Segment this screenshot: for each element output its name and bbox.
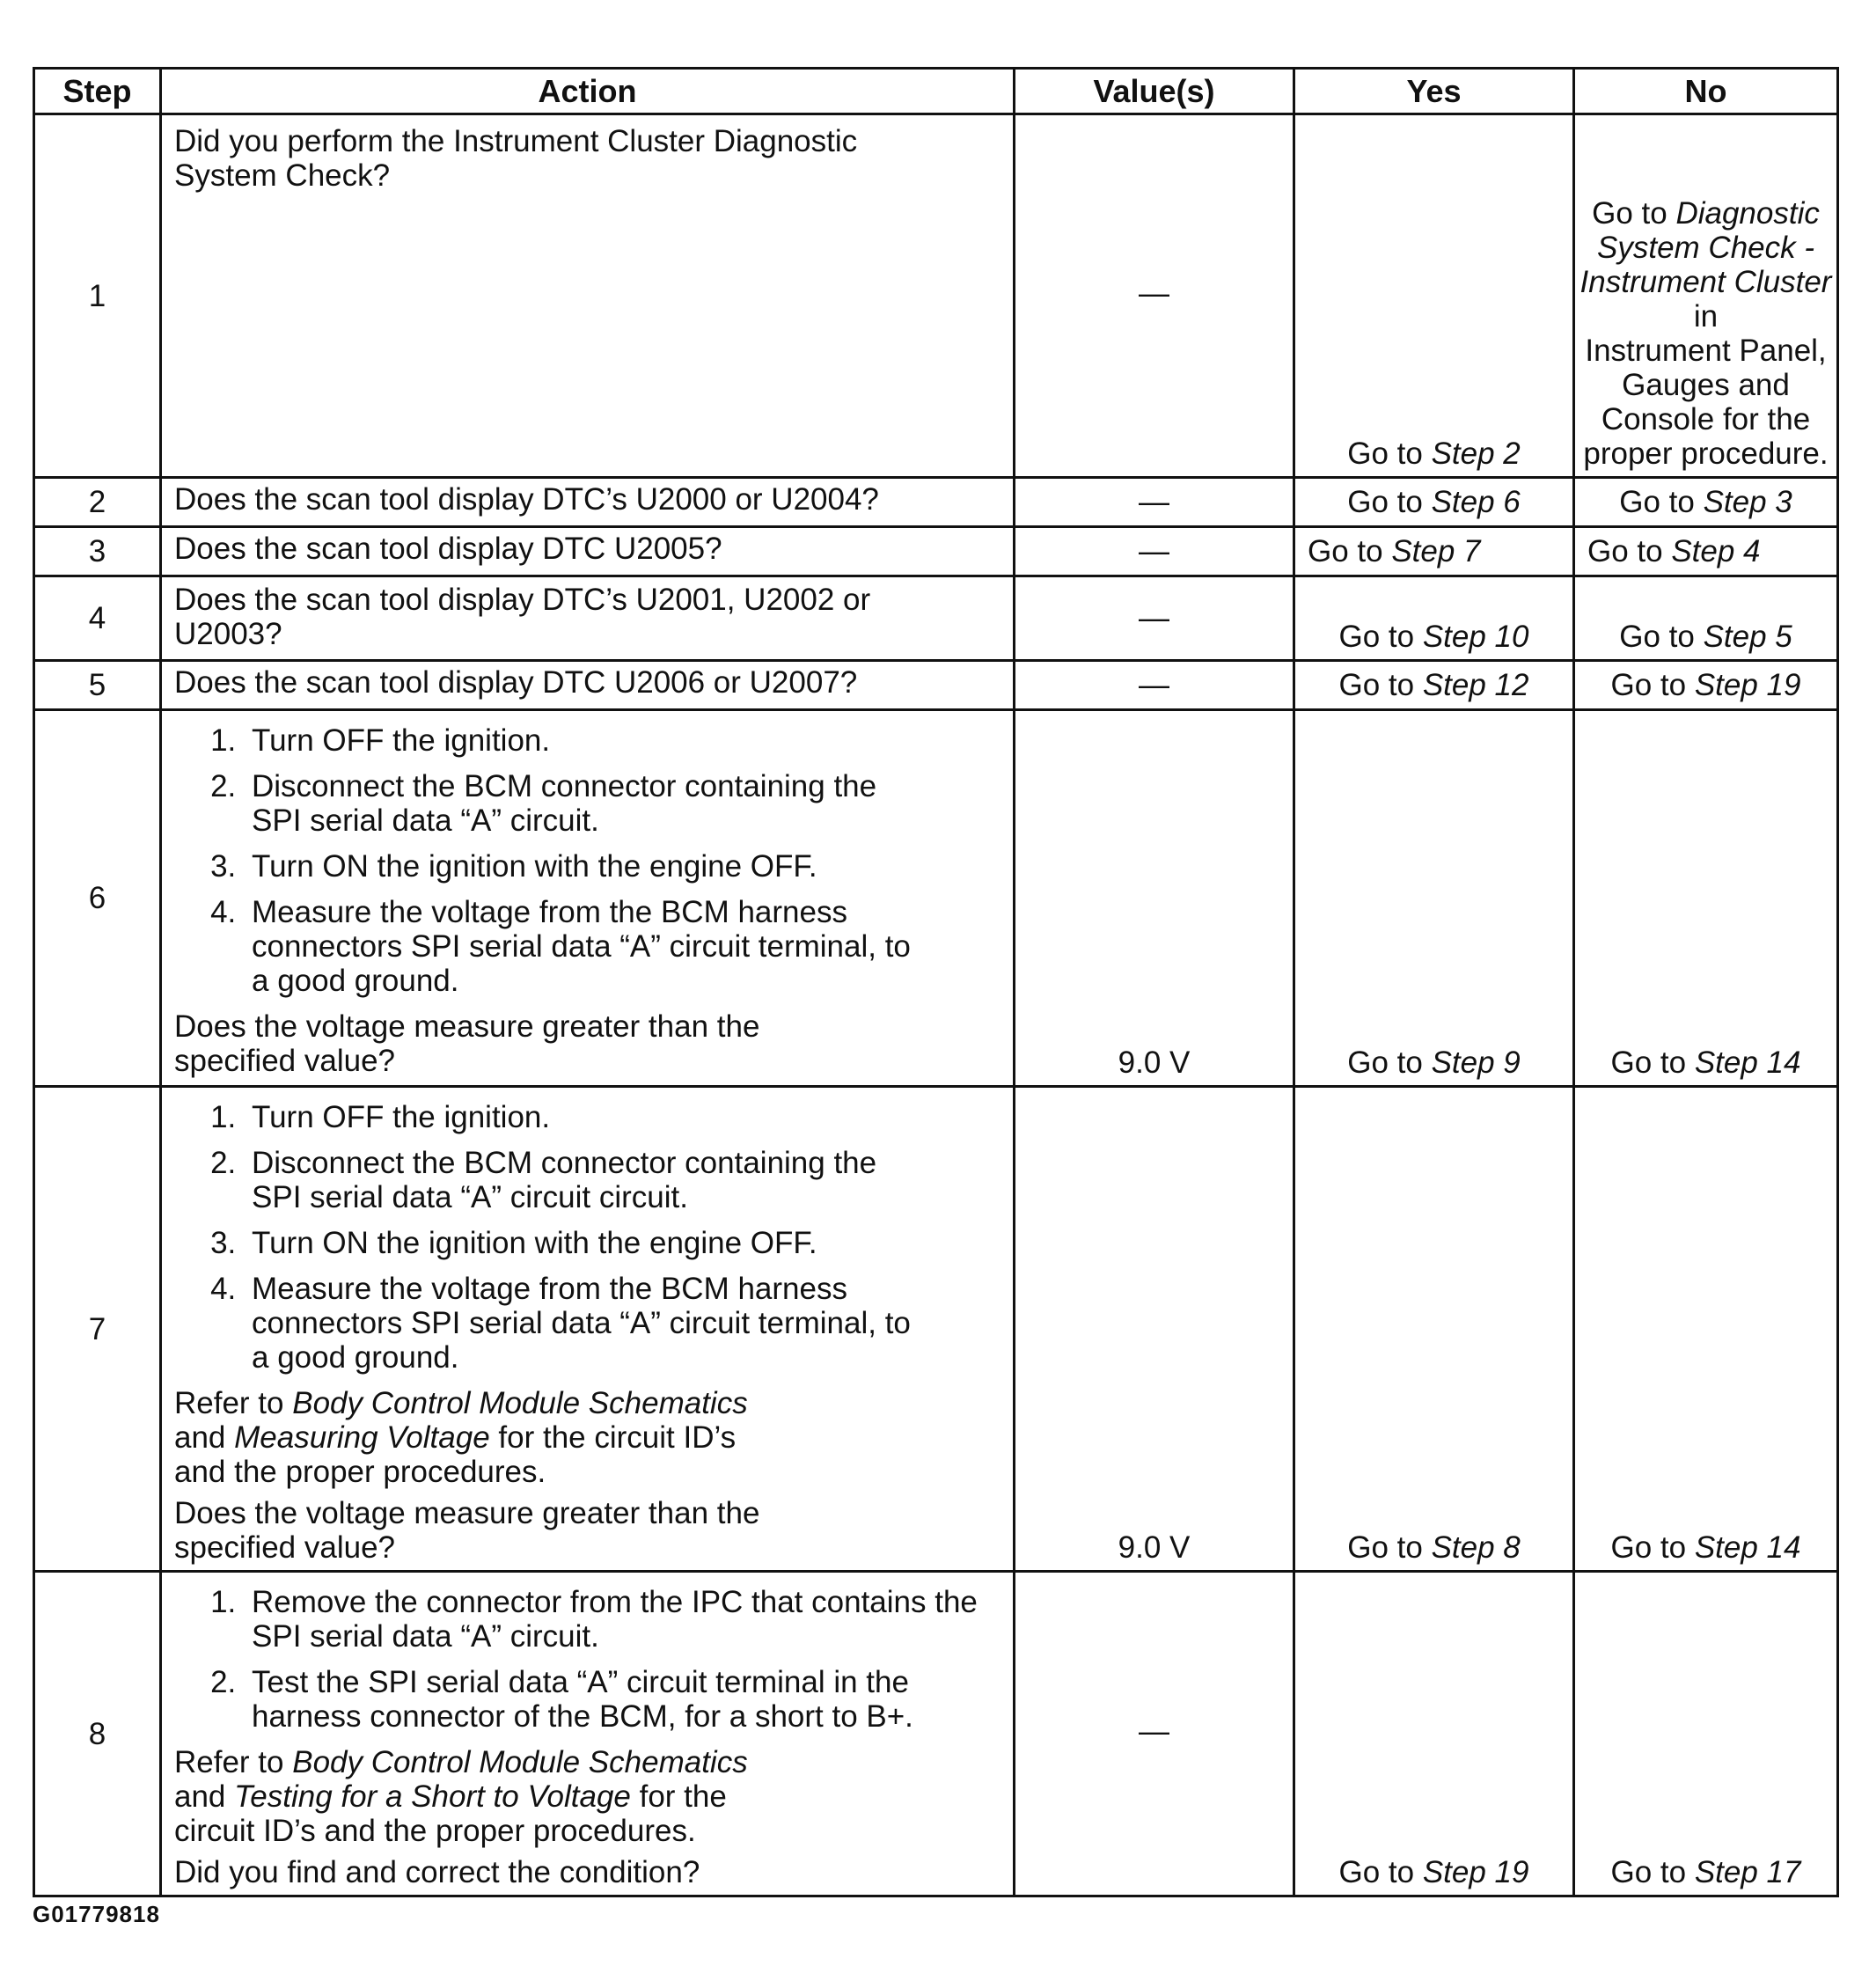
- no-link[interactable]: Step 19: [1694, 668, 1801, 702]
- table-row: [34, 661, 1838, 710]
- procedure-step: 2. Disconnect the BCM connector containing the SPI serial data “A” circuit.: [245, 769, 931, 838]
- no-cell: [1574, 114, 1838, 478]
- yes-cell: [1294, 710, 1574, 1087]
- yes-link[interactable]: Step 6: [1431, 485, 1521, 519]
- no-prefix: Go to: [1610, 1530, 1695, 1565]
- no-cell: [1574, 710, 1838, 1087]
- no-link[interactable]: Step 17: [1694, 1855, 1801, 1889]
- header-values: Value(s): [1015, 69, 1294, 114]
- procedure-step: 3. Turn ON the ignition with the engine OFF.: [245, 1226, 931, 1260]
- yes-cell: [1294, 1087, 1574, 1572]
- no-prefix: Go to: [1619, 485, 1704, 519]
- yes-link[interactable]: Step 2: [1431, 436, 1521, 471]
- no-cell: [1574, 478, 1838, 527]
- ref-link-short-to-voltage[interactable]: Testing for a Short to Voltage: [234, 1779, 631, 1814]
- action-text: [161, 1572, 1015, 1896]
- no-cell: [1574, 661, 1838, 710]
- no-link[interactable]: Step 4: [1671, 534, 1761, 569]
- reference-note: [174, 1386, 790, 1489]
- figure-id: G01779818: [33, 1901, 160, 1927]
- no-in: in: [1693, 299, 1719, 334]
- yes-link[interactable]: Step 10: [1422, 620, 1529, 654]
- step-number: 3: [34, 527, 161, 576]
- no-link[interactable]: Step 5: [1703, 620, 1792, 654]
- procedure-step: 4. Measure the voltage from the BCM harness connectors SPI serial data “A” circuit terminal, to a good ground.: [245, 895, 931, 998]
- header-step: Step: [34, 69, 161, 114]
- ref-link-schematics[interactable]: Body Control Module Schematics: [292, 1386, 748, 1420]
- yes-prefix: Go to: [1338, 1855, 1423, 1889]
- header-row: [34, 69, 1838, 114]
- action-question: Does the voltage measure greater than the specified value?: [174, 1009, 760, 1078]
- table-row: [34, 478, 1838, 527]
- value-cell: —: [1015, 576, 1294, 661]
- no-prefix: Go to: [1610, 1045, 1695, 1080]
- procedure-step: 1. Remove the connector from the IPC that contains the SPI serial data “A” circuit.: [245, 1585, 1001, 1654]
- value-cell: —: [1015, 114, 1294, 478]
- action-question: Did you perform the Instrument Cluster Diagnostic System Check?: [174, 124, 858, 193]
- action-text: Does the scan tool display DTC U2005?: [161, 527, 1015, 576]
- table-row: [34, 576, 1838, 661]
- value-cell: 9.0 V: [1015, 1087, 1294, 1572]
- action-text: Does the scan tool display DTC’s U2000 or U2004?: [161, 478, 1015, 527]
- yes-prefix: Go to: [1347, 485, 1432, 519]
- ref-link-measuring-voltage[interactable]: Measuring Voltage: [234, 1420, 490, 1455]
- step-number: 6: [34, 710, 161, 1087]
- yes-prefix: Go to: [1338, 668, 1423, 702]
- yes-link[interactable]: Step 19: [1422, 1855, 1529, 1889]
- ref-text: and: [174, 1779, 235, 1814]
- no-link[interactable]: Step 14: [1694, 1045, 1801, 1080]
- step-number: 5: [34, 661, 161, 710]
- no-cell: [1574, 1572, 1838, 1896]
- action-text: [161, 710, 1015, 1087]
- action-text: Does the scan tool display DTC U2006 or U2007?: [161, 661, 1015, 710]
- step-number: 1: [34, 114, 161, 478]
- procedure-step: 3. Turn ON the ignition with the engine OFF.: [245, 849, 931, 884]
- yes-cell: [1294, 478, 1574, 527]
- table-row: [34, 527, 1838, 576]
- header-action: Action: [161, 69, 1015, 114]
- procedure-step: 4. Measure the voltage from the BCM harness connectors SPI serial data “A” circuit terminal, to a good ground.: [245, 1272, 931, 1375]
- yes-cell: [1294, 1572, 1574, 1896]
- table-row: [34, 114, 1838, 478]
- step-number: 4: [34, 576, 161, 661]
- action-text: [161, 1087, 1015, 1572]
- table-row: [34, 1087, 1838, 1572]
- step-number: 8: [34, 1572, 161, 1896]
- procedure-list: [174, 723, 931, 998]
- no-prefix: Go to: [1610, 668, 1695, 702]
- no-prefix: Go to: [1587, 534, 1672, 569]
- action-question: Did you find and correct the condition?: [174, 1855, 700, 1889]
- value-cell: 9.0 V: [1015, 710, 1294, 1087]
- yes-prefix: Go to: [1308, 534, 1392, 569]
- yes-prefix: Go to: [1338, 620, 1423, 654]
- header-yes: Yes: [1294, 69, 1574, 114]
- procedure-step: 1. Turn OFF the ignition.: [245, 1100, 931, 1134]
- procedure-list: [174, 1100, 931, 1375]
- yes-link[interactable]: Step 7: [1391, 534, 1481, 569]
- no-prefix: Go to: [1592, 196, 1676, 231]
- yes-prefix: Go to: [1347, 436, 1432, 471]
- no-link[interactable]: Step 3: [1703, 485, 1792, 519]
- step-number: 7: [34, 1087, 161, 1572]
- yes-cell: [1294, 114, 1574, 478]
- procedure-step: 2. Test the SPI serial data “A” circuit terminal in the harness connector of the BCM, for a short to B+.: [245, 1665, 1001, 1734]
- no-rest: Instrument Panel, Gauges and Console for the proper procedure.: [1583, 334, 1829, 471]
- no-prefix: Go to: [1610, 1855, 1695, 1889]
- procedure-step: 1. Turn OFF the ignition.: [245, 723, 931, 758]
- yes-link[interactable]: Step 8: [1431, 1530, 1521, 1565]
- yes-cell: [1294, 661, 1574, 710]
- ref-text: and: [174, 1420, 235, 1455]
- no-link[interactable]: Step 14: [1694, 1530, 1801, 1565]
- no-cell: [1574, 527, 1838, 576]
- action-text: [161, 576, 1015, 661]
- header-no: No: [1574, 69, 1838, 114]
- no-cell: [1574, 1087, 1838, 1572]
- ref-link-schematics[interactable]: Body Control Module Schematics: [292, 1745, 748, 1779]
- action-text: [161, 114, 1015, 478]
- action-question: Does the scan tool display DTC’s U2001, U2002 or U2003?: [174, 583, 871, 651]
- step-number: 2: [34, 478, 161, 527]
- value-cell: —: [1015, 661, 1294, 710]
- yes-cell: [1294, 527, 1574, 576]
- action-question: Does the voltage measure greater than the specified value?: [174, 1496, 760, 1565]
- ref-text: for the circuit ID’s and the proper procedures.: [174, 1420, 737, 1489]
- yes-prefix: Go to: [1347, 1530, 1432, 1565]
- procedure-step: 2. Disconnect the BCM connector containing the SPI serial data “A” circuit circuit.: [245, 1146, 931, 1214]
- yes-link[interactable]: Step 12: [1422, 668, 1529, 702]
- table-row: [34, 1572, 1838, 1896]
- diagnostic-table: [33, 67, 1839, 1897]
- ref-text: Refer to: [174, 1745, 293, 1779]
- yes-link[interactable]: Step 9: [1431, 1045, 1521, 1080]
- reference-note: [174, 1745, 790, 1848]
- ref-text: for the circuit ID’s and the proper procedures.: [174, 1779, 727, 1848]
- no-cell: [1574, 576, 1838, 661]
- value-cell: —: [1015, 527, 1294, 576]
- table-row: [34, 710, 1838, 1087]
- yes-prefix: Go to: [1347, 1045, 1432, 1080]
- ref-text: Refer to: [174, 1386, 293, 1420]
- no-link[interactable]: Diagnostic System Check - Instrument Cluster: [1579, 196, 1832, 299]
- no-prefix: Go to: [1619, 620, 1704, 654]
- procedure-list: [174, 1585, 1001, 1734]
- value-cell: —: [1015, 478, 1294, 527]
- value-cell: —: [1015, 1572, 1294, 1896]
- yes-cell: [1294, 576, 1574, 661]
